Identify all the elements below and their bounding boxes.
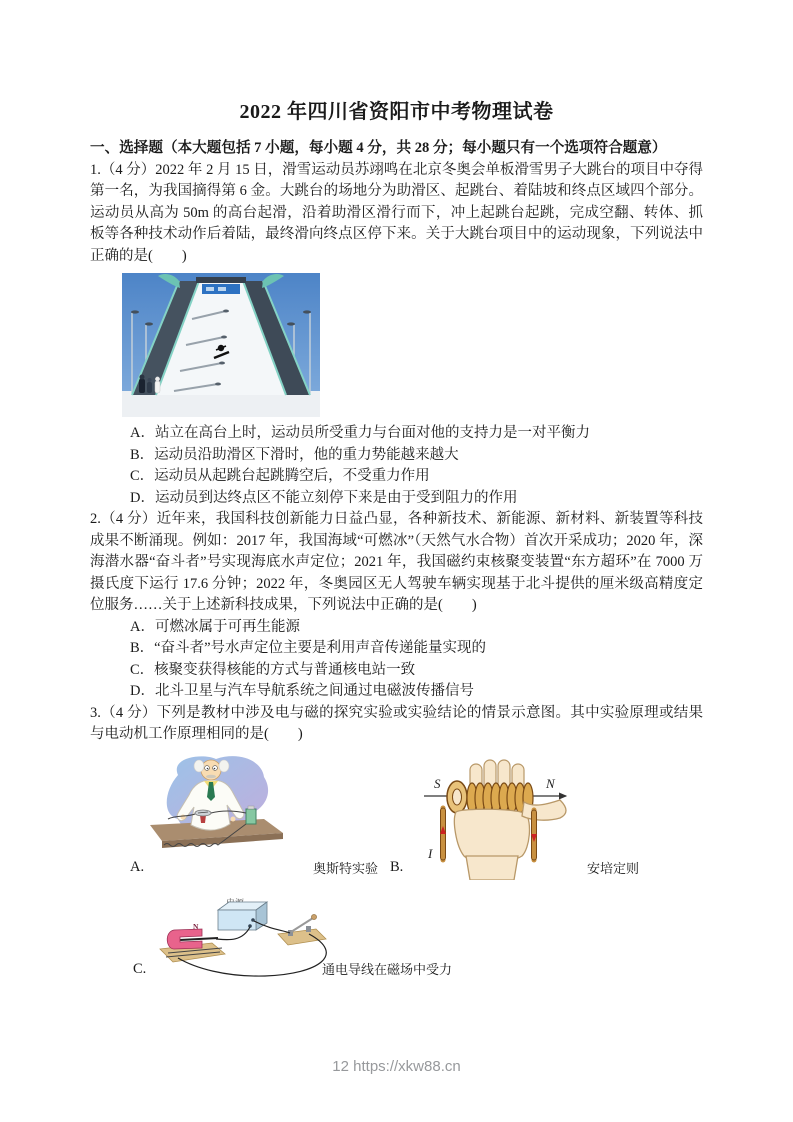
question-1-option-a: A．站立在高台上时，运动员所受重力与台面对他的支持力是一对平衡力: [130, 425, 590, 441]
section-header: 一、选择题（本大题包括 7 小题，每小题 4 分，共 28 分；每小题只有一个选项符合题意）: [90, 140, 667, 156]
palm: [454, 800, 566, 880]
question-3-stem: 3.（4 分）下列是教材中涉及电与磁的探究实验或实验结论的情景示意图。其中实验原理或结果与电动机工作原理相同的是( ): [90, 704, 703, 742]
question-2-option-d: D．北斗卫星与汽车导航系统之间通过电磁波传播信号: [130, 683, 474, 699]
question-3-figures: [90, 746, 703, 986]
ski-jump-illustration: [122, 273, 320, 417]
question-2-stem: 2.（4 分）近年来，我国科技创新能力日益凸显，各种新技术、新能源、新材料、新装置等科技成果不断涌现。例如：2017 年，我国海域“可燃冰”（天然气水合物）首次开采成功；2020 年，深海潜水器“奋斗者”号实现海底水声定位；2021 年，我国磁约束核聚变装置“东方超环”在 7000 万摄氏度下运行 17.6 分钟；2022 年，冬奥园区无人驾驶车辆实现基于北斗提供的厘米级高精度定位服务……关于上述新科技成果，下列说法中正确的是( ): [90, 511, 703, 613]
figure-a-caption: 奥斯特实验: [313, 860, 379, 876]
question-1-option-b: B．运动员沿助滑区下滑时，他的重力势能越来越大: [130, 446, 459, 463]
figure-b-letter: B.: [390, 858, 404, 875]
question-1-stem: 1.（4 分）2022 年 2 月 15 日，滑雪运动员苏翊鸣在北京冬奥会单板滑雪男子大跳台的项目中夺得第一名，为我国摘得第 6 金。大跳台的场地分为助滑区、起跳台、着陆坡和终点区域四个部分。运动员从高为 50m 的高台起滑，沿着助滑区滑行而下，冲上起跳台起跳，完成空翻、转体、抓板等各种技术动作后着陆，最终滑向终点区停下来。关于大跳台项目中的运动现象，下列说法中正确的是( ): [90, 161, 703, 264]
question-2-option-c: C．核聚变获得核能的方式与普通核电站一致: [130, 661, 416, 678]
page-footer: 12 https://xkw88.cn: [332, 1058, 461, 1075]
magnet-board: [160, 922, 225, 962]
conductor-rod: [180, 938, 218, 940]
figure-c-caption: 通电导线在磁场中受力: [322, 961, 453, 977]
question-2-option-a: A．可燃冰属于可再生能源: [130, 618, 300, 635]
power-supply: [218, 902, 267, 930]
question-1-option-d: D．运动员到达终点区不能立刻停下来是由于受到阻力的作用: [130, 489, 518, 506]
question-2-option-b: B．“奋斗者”号水声定位主要是利用声音传递能量实现的: [130, 640, 487, 656]
exam-content: [90, 100, 703, 986]
battery: [246, 806, 256, 824]
figure-c-letter: C.: [133, 960, 147, 977]
north-pole-label: N: [546, 775, 555, 791]
figure-b-caption: 安培定则: [587, 860, 640, 876]
coil: [447, 781, 533, 813]
figure-a-letter: A.: [130, 858, 145, 875]
ampere-rule-figure: [422, 756, 574, 880]
top-platform: [196, 277, 246, 283]
south-pole-label: S: [434, 775, 441, 791]
ski-jump-photo: [122, 273, 320, 417]
question-1-option-c: C．运动员从起跳台起跳腾空后，不受重力作用: [130, 468, 430, 484]
oersted-experiment-figure: [148, 753, 283, 863]
wrist: [466, 856, 518, 880]
magnet-n-label: N: [193, 921, 199, 931]
current-label: I: [428, 845, 433, 861]
exam-title: 2022 年四川省资阳市中考物理试卷: [239, 101, 554, 123]
